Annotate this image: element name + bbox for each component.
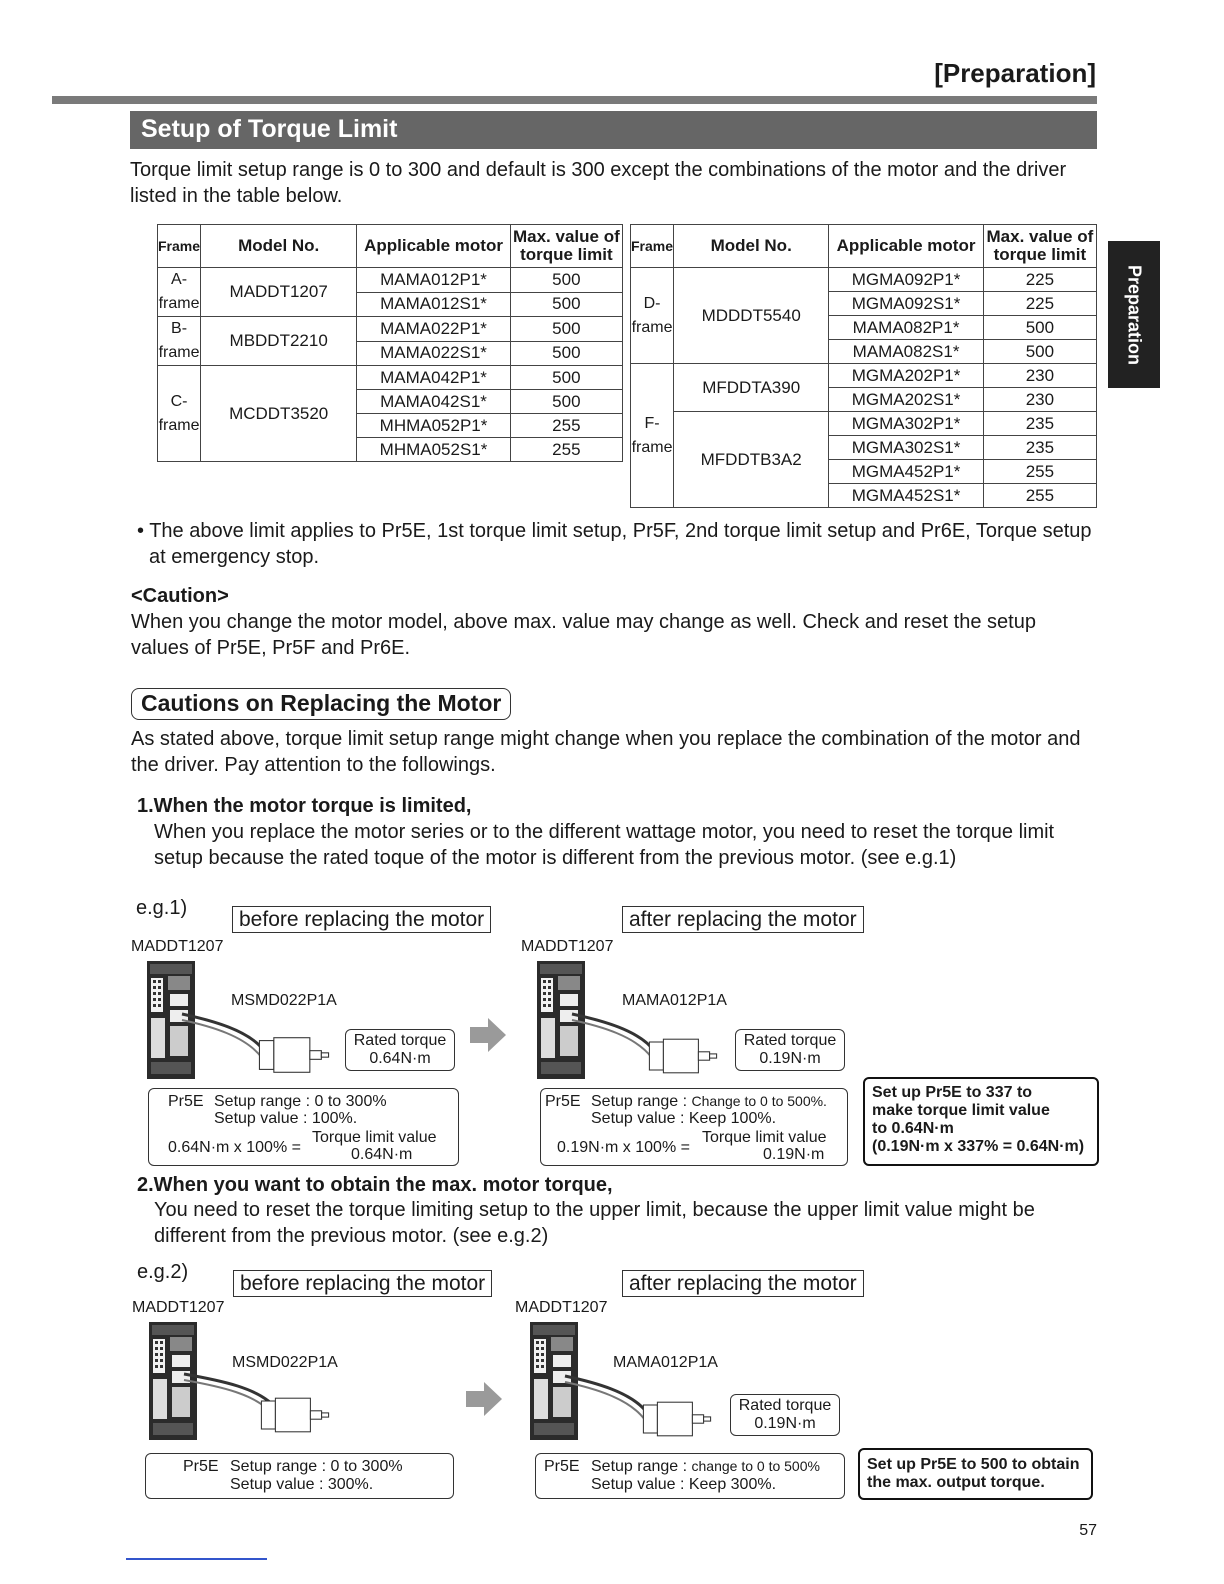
caution-heading: <Caution> [131,585,229,607]
value-cell: 230 [983,388,1096,412]
motor-cell: MAMA042P1* [357,366,510,390]
advice-line: Set up Pr5E to 500 to obtain [867,1456,1080,1473]
motor-cell: MGMA202S1* [829,388,983,412]
intro-text: Torque limit setup range is 0 to 300 and default is 300 except the combinations of the motor and the driver listed in the table below. [130,159,1067,207]
table-row [631,364,1097,388]
frame-cell: F-frame [631,364,674,508]
model-cell: MFDDTB3A2 [674,412,829,508]
setup-range [591,1458,820,1475]
value-cell: 500 [510,366,622,390]
caution-text: When you change the motor model, above max. value may change as well. Check and reset the setup values of Pr5E, Pr5F and Pr6E. [131,611,1036,659]
section-title: Setup of Torque Limit [130,111,1097,149]
replacing-intro: As stated above, torque limit setup range might change when you replace the combination of the motor and the driver. Pay attention to the followings. [131,728,1081,776]
eg2-advice-box [858,1448,1093,1500]
frame-cell: D-frame [631,268,674,364]
frame-cell: A-frame [158,268,201,317]
model-cell: MBDDT2210 [201,317,357,366]
advice-line: Set up Pr5E to 337 to [872,1084,1033,1101]
motor-cell: MAMA082P1* [829,316,983,340]
eg1-before-motor [258,1028,330,1082]
advice-line: the max. output torque. [867,1474,1045,1491]
frame-cell: C-frame [158,366,201,462]
value-cell: 255 [510,438,622,462]
param-name: Pr5E [168,1093,204,1110]
footer-line [126,1558,267,1560]
col-motor: Applicable motor [829,225,983,268]
col-max: Max. value of torque limit [510,225,622,268]
replacing-title: Cautions on Replacing the Motor [131,688,511,720]
value-cell: 225 [983,292,1096,316]
limit-value: 0.19N·m [763,1146,825,1163]
side-tab [1108,241,1160,388]
value-cell: 500 [510,292,622,317]
motor-cell: MGMA092S1* [829,292,983,316]
eg2-arrow-icon [464,1379,504,1419]
calc-expression: 0.64N·m x 100% = [168,1139,301,1156]
eg1-before-setup-box [148,1088,459,1166]
col-model: Model No. [201,225,357,268]
eg1-label: e.g.1) [136,897,188,919]
setup-range: Setup range : 0 to 300% [214,1093,387,1110]
model-cell: MCDDT3520 [201,366,357,462]
setup-range-change: change to 0 to 500% [691,1458,820,1474]
eg1-before-rated-bubble [345,1029,455,1071]
eg1-after-motor [648,1030,718,1082]
motor-cell: MAMA012S1* [357,292,510,317]
eg2-after-caption: after replacing the motor [622,1270,864,1297]
col-max: Max. value of torque limit [983,225,1096,268]
eg1-before-caption: before replacing the motor [232,906,491,933]
setup-range-change: Change to 0 to 500%. [691,1093,827,1109]
setup-value: Setup value : Keep 100%. [591,1110,777,1127]
eg2-after-motor [642,1393,712,1445]
table-header [158,225,623,268]
eg2-before-caption: before replacing the motor [233,1270,492,1297]
setup-range [591,1093,827,1110]
motor-cell: MGMA092P1* [829,268,983,292]
table-row [158,366,623,390]
col-frame: Frame [631,225,674,268]
page-number: 57 [1079,1522,1097,1539]
header-rule [52,96,1097,104]
motor-cell: MAMA022P1* [357,317,510,342]
setup-range-prefix: Setup range : [591,1093,692,1110]
eg2-before-motor-model: MSMD022P1A [232,1354,338,1371]
item1-heading: 1.When the motor torque is limited, [137,795,472,817]
motor-cell: MAMA012P1* [357,268,510,293]
col-motor: Applicable motor [357,225,510,268]
frame-cell: B-frame [158,317,201,366]
eg1-arrow-icon [468,1015,508,1055]
setup-value: Setup value : 100%. [214,1110,358,1127]
motor-cell: MHMA052P1* [357,414,510,438]
advice-line: to 0.64N·m [872,1120,954,1137]
eg1-before-driver-model: MADDT1207 [131,938,224,955]
limit-note: • The above limit applies to Pr5E, 1st torque limit setup, Pr5F, 2nd torque limit setup and Pr6E, Torque setup at emergency stop. [137,520,1092,568]
motor-cell: MGMA302P1* [829,412,983,436]
value-cell: 500 [510,341,622,366]
model-cell: MADDT1207 [201,268,357,317]
eg2-after-motor-model: MAMA012P1A [613,1354,718,1371]
value-cell: 500 [510,317,622,342]
value-cell: 500 [983,316,1096,340]
table-row [158,268,623,293]
eg2-after-rated-bubble [730,1394,840,1436]
table-row [631,268,1097,292]
motor-cell: MGMA452S1* [829,484,983,508]
setup-range: Setup range : 0 to 300% [230,1458,403,1475]
col-frame: Frame [158,225,201,268]
value-cell: 255 [983,484,1096,508]
motor-cell: MHMA052S1* [357,438,510,462]
torque-table-left [157,224,623,462]
setup-value: Setup value : 300%. [230,1476,374,1493]
model-cell: MFDDTA390 [674,364,829,412]
value-cell: 235 [983,436,1096,460]
rated-value: 0.19N·m [759,1050,821,1067]
value-cell: 500 [510,390,622,414]
motor-cell: MAMA042S1* [357,390,510,414]
param-name: Pr5E [183,1458,219,1475]
motor-cell: MAMA082S1* [829,340,983,364]
eg2-after-setup-box [535,1453,845,1499]
advice-line: make torque limit value [872,1102,1050,1119]
advice-line: (0.19N·m x 337% = 0.64N·m) [872,1138,1085,1155]
value-cell: 500 [510,268,622,293]
col-model: Model No. [674,225,829,268]
item1-text: When you replace the motor series or to the different wattage motor, you need to reset the torque limit setup because the rated toque of the motor is different from the previous motor. (see e.g.1) [154,821,1055,869]
eg2-before-driver-model: MADDT1207 [132,1299,225,1316]
setup-value: Setup value : Keep 300%. [591,1476,777,1493]
torque-table-right [630,224,1097,508]
eg1-after-caption: after replacing the motor [622,906,864,933]
eg1-after-driver-model: MADDT1207 [521,938,614,955]
motor-cell: MGMA202P1* [829,364,983,388]
value-cell: 225 [983,268,1096,292]
value-cell: 230 [983,364,1096,388]
rated-label: Rated torque [353,1032,447,1049]
eg1-advice-box [863,1077,1099,1166]
eg1-after-rated-bubble [735,1029,845,1071]
rated-label: Rated torque [738,1397,832,1414]
limit-label: Torque limit value [312,1129,437,1146]
side-tab-label: Preparation [1124,264,1145,365]
rated-value: 0.19N·m [754,1415,816,1432]
eg1-after-cable [570,1010,660,1070]
motor-cell: MGMA452P1* [829,460,983,484]
model-cell: MDDDT5540 [674,268,829,364]
eg2-before-setup-box [145,1453,454,1499]
param-name: Pr5E [545,1093,581,1110]
eg2-label: e.g.2) [137,1261,189,1283]
value-cell: 500 [983,340,1096,364]
table-row [631,412,1097,436]
item2-heading: 2.When you want to obtain the max. motor torque, [137,1174,613,1196]
rated-label: Rated torque [743,1032,837,1049]
eg1-before-cable [180,1010,270,1070]
value-cell: 235 [983,412,1096,436]
limit-label: Torque limit value [702,1129,827,1146]
motor-cell: MAMA022S1* [357,341,510,366]
eg1-after-setup-box [540,1088,848,1166]
eg1-after-motor-model: MAMA012P1A [622,992,727,1009]
limit-value: 0.64N·m [351,1146,413,1163]
motor-cell: MGMA302S1* [829,436,983,460]
page-header: [Preparation] [934,58,1096,88]
rated-value: 0.64N·m [369,1050,431,1067]
value-cell: 255 [983,460,1096,484]
table-header [631,225,1097,268]
table-row [158,317,623,342]
calc-expression: 0.19N·m x 100% = [557,1139,690,1156]
param-name: Pr5E [544,1458,580,1475]
eg2-before-motor [260,1385,330,1445]
item2-text: You need to reset the torque limiting setup to the upper limit, because the upper limit value might be different from the previous motor. (see e.g.2) [154,1199,1035,1247]
eg2-after-driver-model: MADDT1207 [515,1299,608,1316]
eg2-after-cable [563,1372,653,1432]
eg1-before-motor-model: MSMD022P1A [231,992,337,1009]
setup-range-prefix: Setup range : [591,1458,692,1475]
value-cell: 255 [510,414,622,438]
